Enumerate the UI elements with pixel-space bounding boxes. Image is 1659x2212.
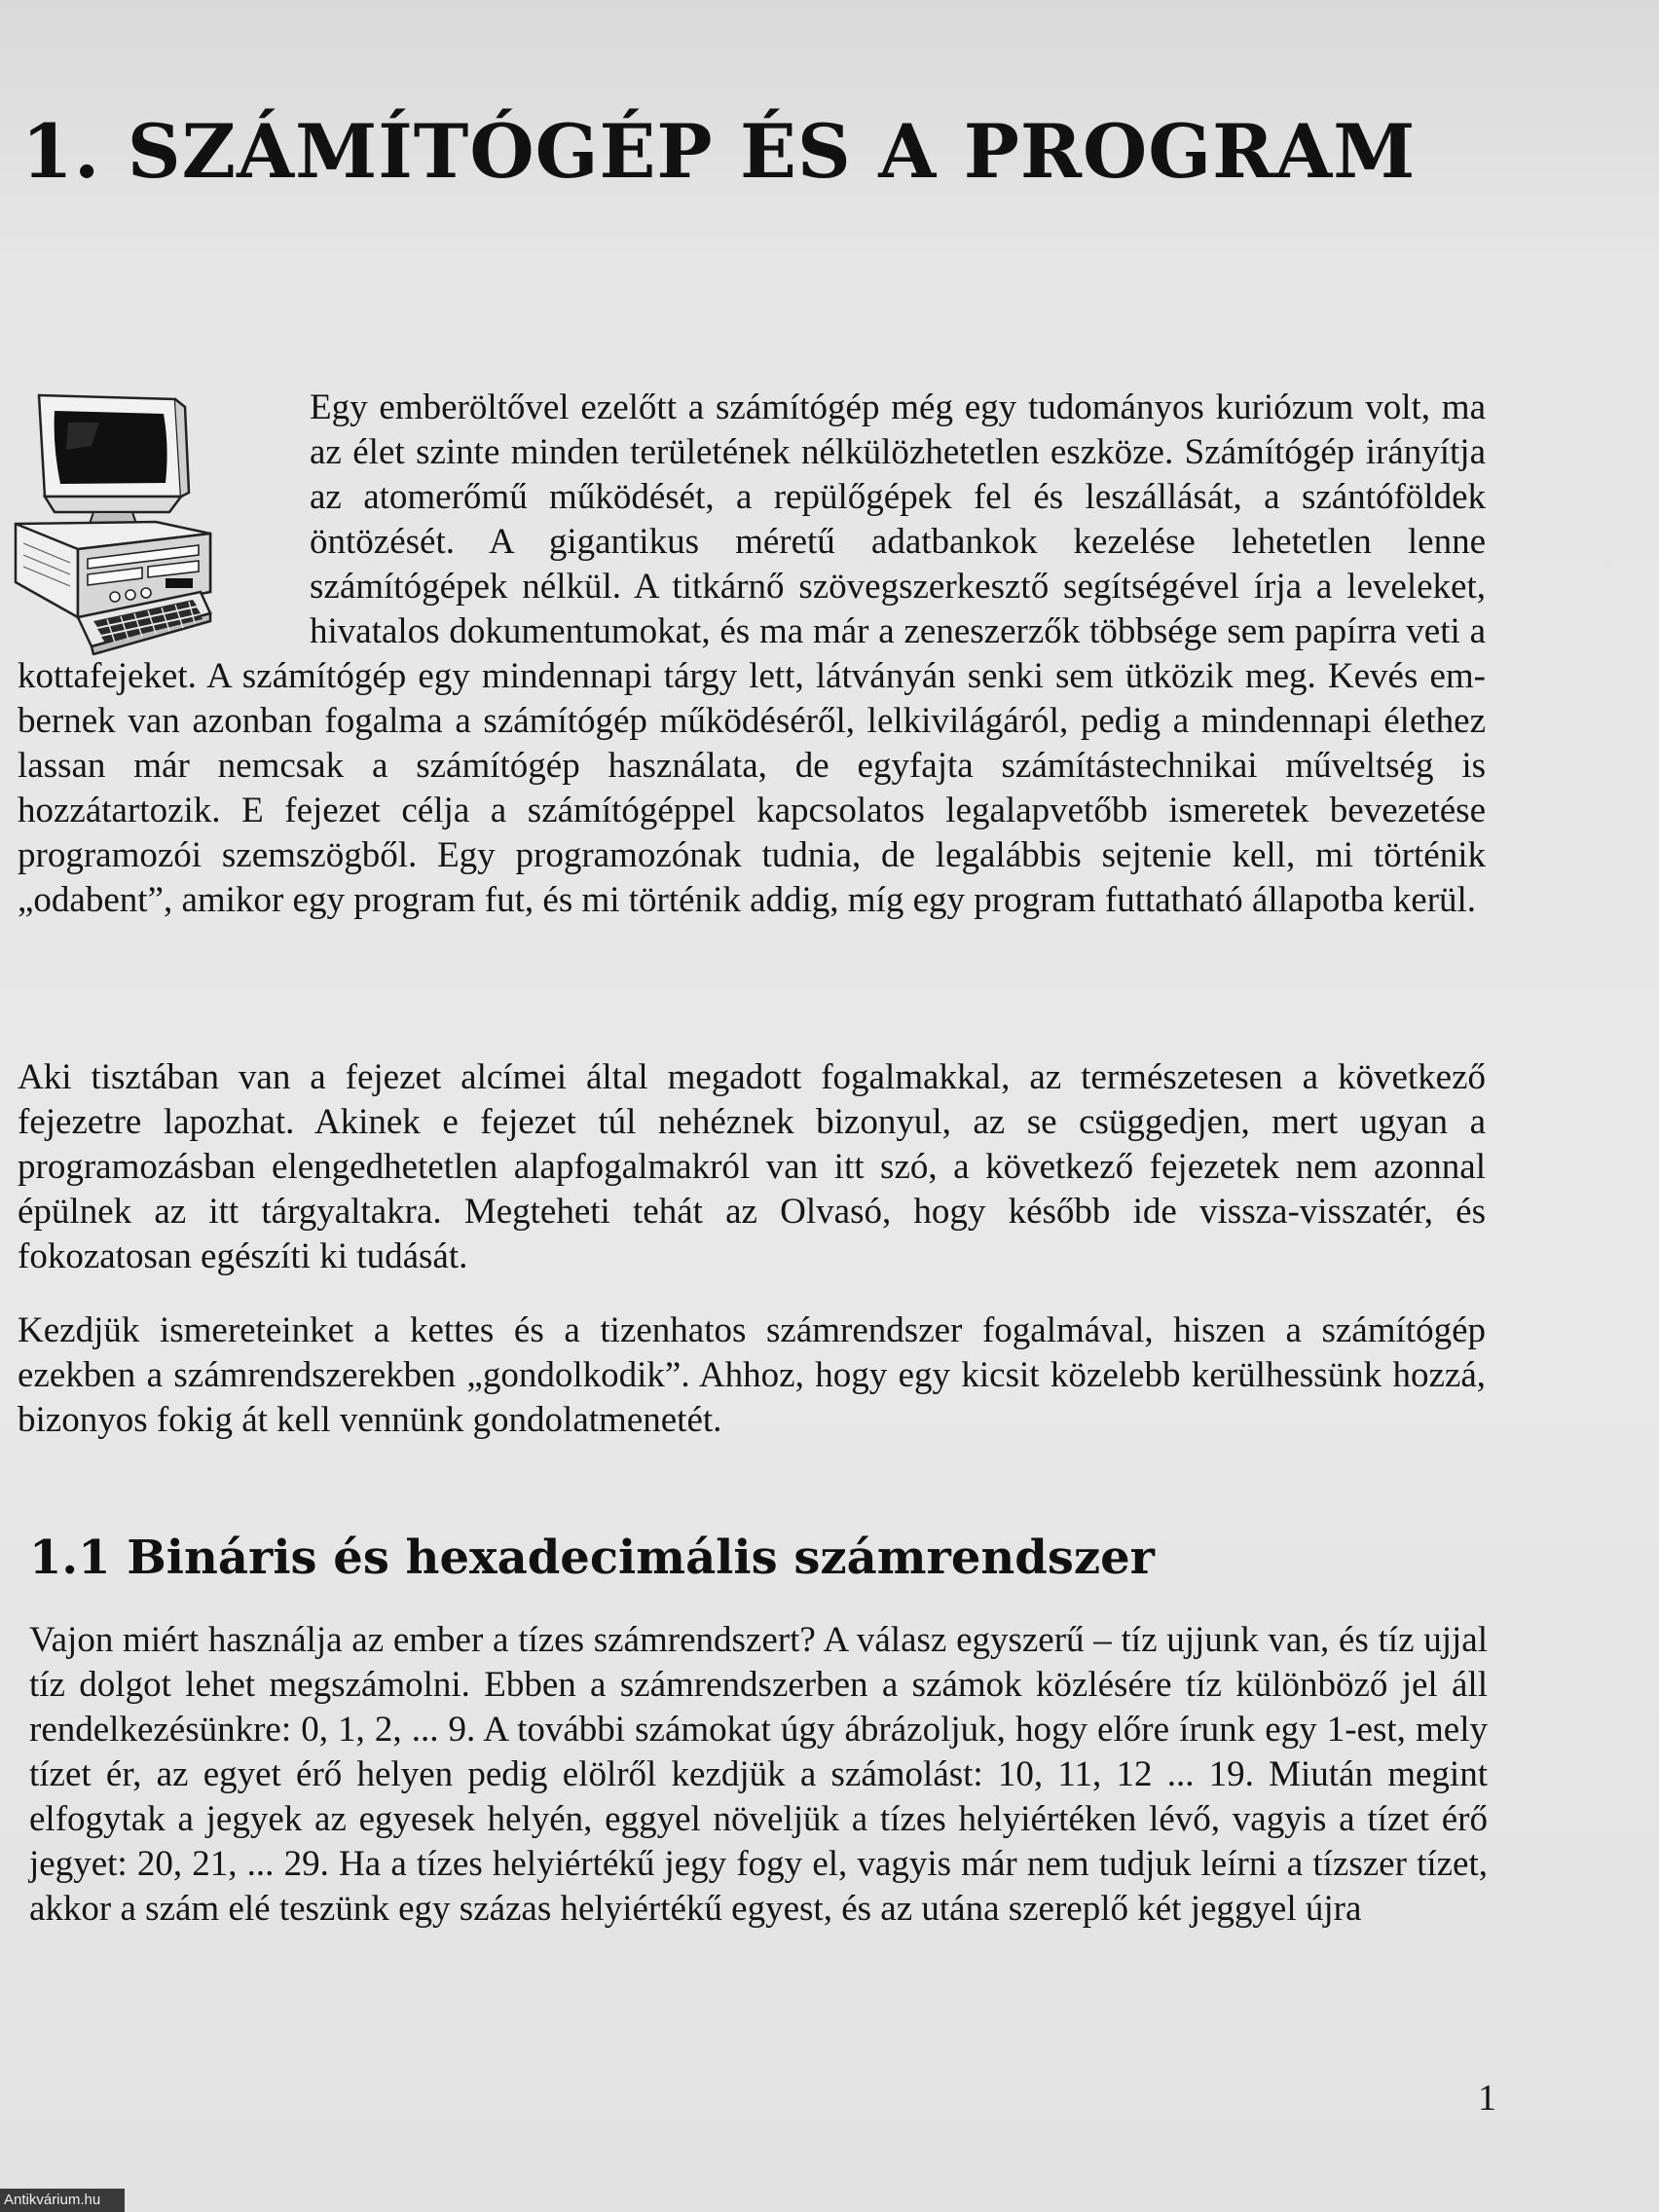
body-paragraph-2: Aki tisztában van a fejezet alcímei által megadott fogalmakkal, az természetesen a következő fejezetre lapozhat. Akinek e fejezet túl nehéznek bizonyul, az se csüggedjen, mert ugyan a programozásban elengedhetetlen alapfogalmakról van itt szó, a következő fejezetek nem azonnal épülnek az itt tárgyaltakra. Megteheti tehát az Olvasó, hogy később ide vissza-visszatér, és fokozatosan egészíti ki tudását. <box>18 1057 1486 1276</box>
body-paragraph-3: Kezdjük ismereteinket a kettes és a tizenhatos számrendszer fogalmával, hiszen a számítógép ezekben a számrendszerekben „gondolkodik”. Ahhoz, hogy egy kicsit közelebb kerülhessünk hozzá, bizonyos fokig át kell vennünk gondolatmenetét. <box>18 1310 1486 1440</box>
illustration-spacer <box>18 386 310 654</box>
page-number: 1 <box>1478 2078 1496 2119</box>
section-title: 1.1 Bináris és hexadecimális számrendszer <box>29 1530 1155 1585</box>
intro-paragraph <box>18 386 1486 923</box>
section-paragraph: Vajon miért használja az ember a tízes számrendszert? A válasz egyszerű – tíz ujjunk van, és tíz ujjal tíz dolgot lehet megszámolni. Ebben a számrendszerben a számok közlésére tíz különböző jel áll rendelkezésünkre: 0, 1, 2, ... 9. A további számokat úgy ábrázoljuk, hogy előre írunk egy 1-est, mely tízet ér, az egyet érő helyen pedig elölről kezdjük a számolást: 10, 11, 12 ... 19. Miután megint elfogytak a jegyek az egyesek helyén, eggyel növeljük a tízes helyiértéken lévő, vagyis a tízet érő jegyet: 20, 21, ... 29. Ha a tízes helyiértékű jegy fogy el, vagyis már nem tudjuk leírni a tízszer tízet, akkor a szám elé teszünk egy százas helyiértékű egyest, és az utána szereplő két jeggyel újra <box>29 1620 1488 1929</box>
watermark-label: Antikvárium.hu <box>0 2189 125 2212</box>
chapter-title: 1. SZÁMÍTÓGÉP ÉS A PROGRAM <box>21 108 1417 195</box>
intro-text: Egy emberöltővel ezelőtt a számítógép még egy tudományos kuriózum volt, ma az élet szinte minden területének nélkülözhetetlen eszköze. Számítógép irányítja az atomerőmű működését, a repülőgépek fel és leszállását, a szántóföldek öntözését. A gigantikus méretű adatbankok kezelése lehetetlen lenne számítógépek nélkül. A titkárnő szövegszerkesztő segítségével írja a leveleket, hivatalos dokumentumokat, és ma már a zeneszerzők többsége sem papírra veti a kottafejeket. A számítógép egy mindennapi tárgy lett, látványán senki sem ütközik meg. Kevés embernek van azonban fogalma a számítógép működéséről, lelkivilágáról, pedig a mindennapi élethez lassan már nemcsak a számítógép használata, de egyfajta számítástechnikai műveltség is hozzátartozik. E fejezet célja a számítógéppel kapcsolatos legalapvetőbb ismeretek bevezetése programozói szemszögből. Egy programozónak tudnia, de legalábbis sejtenie kell, mi történik „odabent”, amikor egy program fut, és mi történik addig, míg egy program futtatható állapotba kerül. <box>18 387 1486 920</box>
